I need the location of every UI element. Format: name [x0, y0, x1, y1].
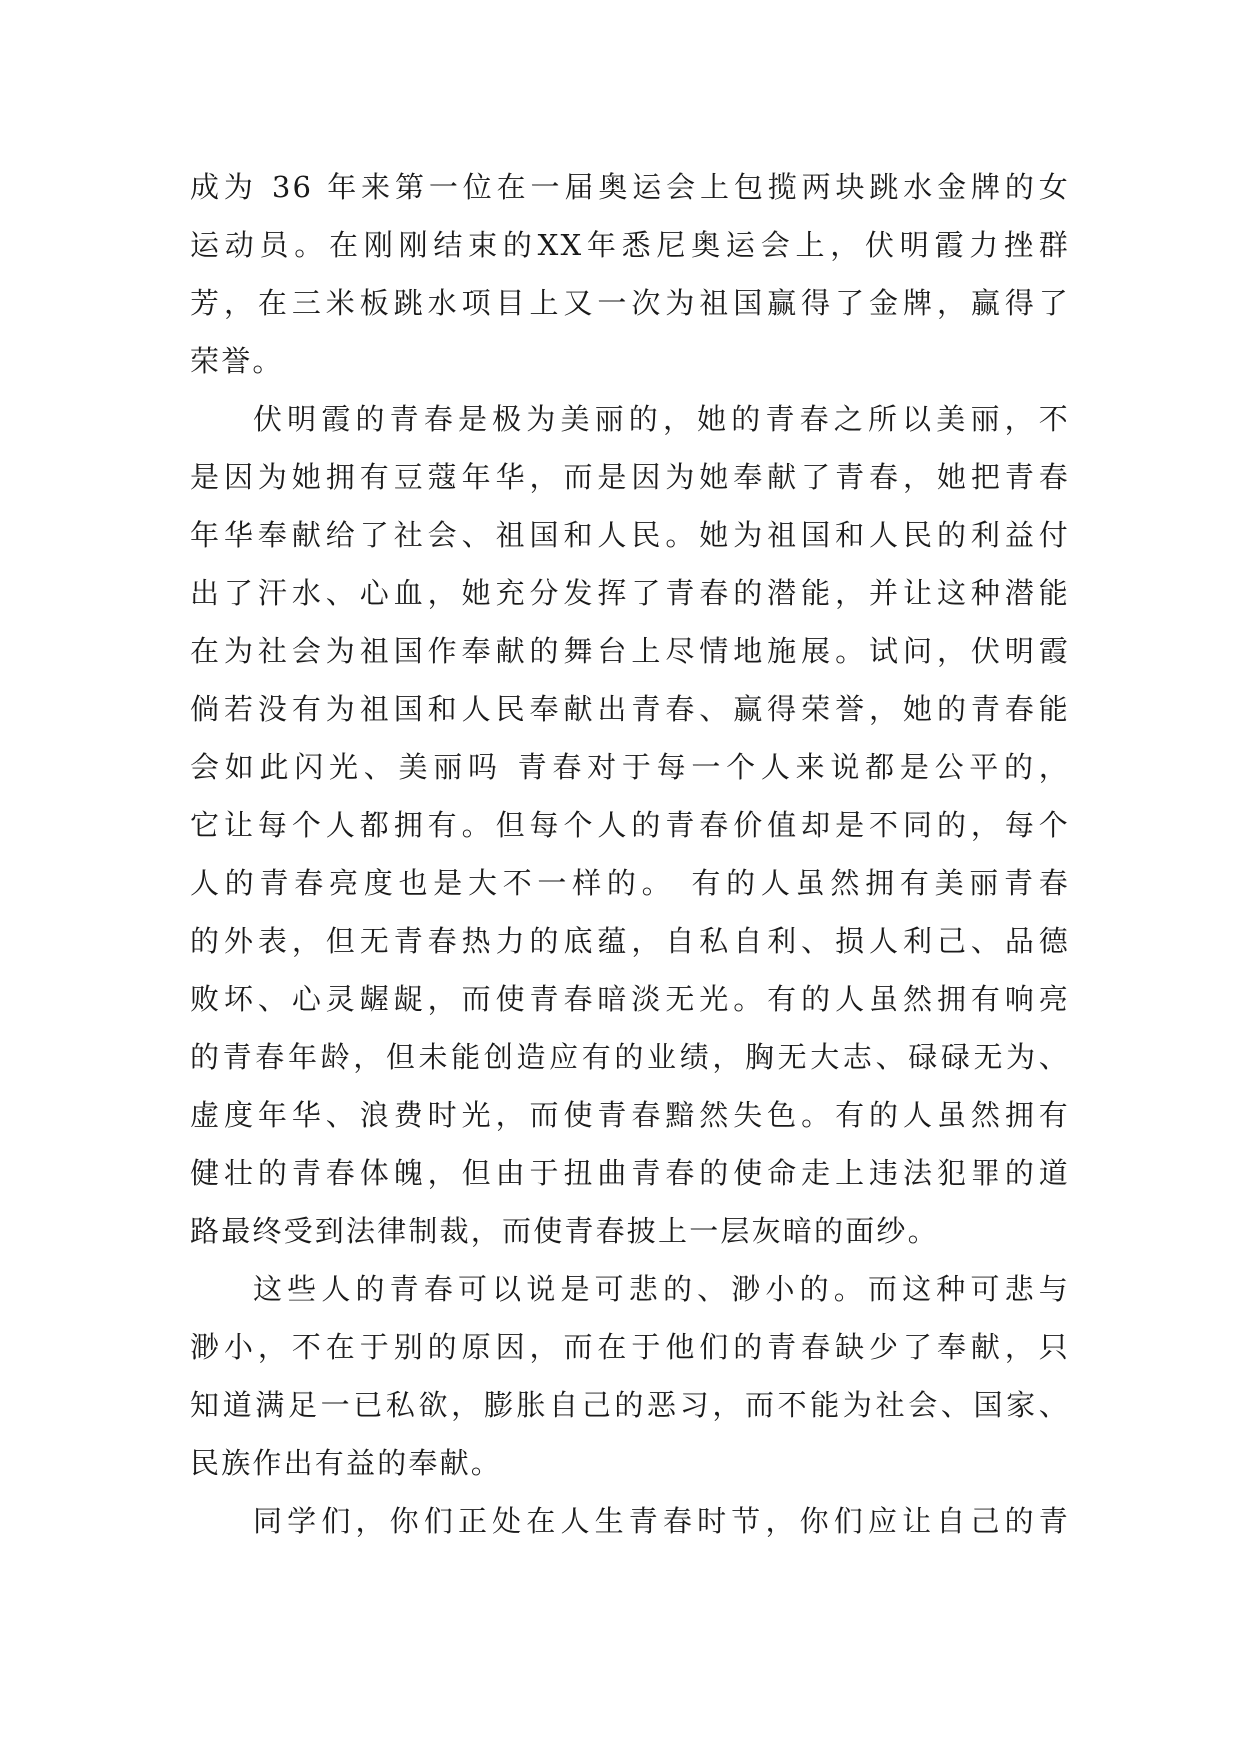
- text-line: 出了汗水、心血，她充分发挥了青春的潜能，并让这种潜能: [190, 576, 1070, 610]
- text-line: 的青春年龄，但未能创造应有的业绩，胸无大志、碌碌无为、: [190, 1040, 1070, 1074]
- text-line: 伏明霞的青春是极为美丽的，她的青春之所以美丽，不: [253, 402, 1070, 436]
- paragraph-1: [190, 158, 1070, 390]
- text-line: 这些人的青春可以说是可悲的、渺小的。而这种可悲与: [253, 1272, 1070, 1306]
- text-line: 败坏、心灵龌龊，而使青春暗淡无光。有的人虽然拥有响亮: [190, 982, 1070, 1016]
- text-line: 成为 36 年来第一位在一届奥运会上包揽两块跳水金牌的女: [190, 170, 1070, 204]
- paragraph-3: [190, 1260, 1070, 1492]
- text-line: 运动员。在刚刚结束的XX年悉尼奥运会上，伏明霞力挫群: [190, 228, 1070, 262]
- text-line: 芳，在三米板跳水项目上又一次为祖国赢得了金牌，赢得了: [190, 286, 1070, 320]
- paragraph-4: [190, 1492, 1070, 1550]
- text-line: 路最终受到法律制裁，而使青春披上一层灰暗的面纱。: [190, 1214, 939, 1248]
- text-line: 倘若没有为祖国和人民奉献出青春、赢得荣誉，她的青春能: [190, 692, 1070, 726]
- text-line: 同学们，你们正处在人生青春时节，你们应让自己的青: [253, 1504, 1070, 1538]
- text-line: 渺小，不在于别的原因，而在于他们的青春缺少了奉献，只: [190, 1330, 1070, 1364]
- text-line: 的外表，但无青春热力的底蕴，自私自利、损人利己、品德: [190, 924, 1070, 958]
- text-line: 人的青春亮度也是大不一样的。 有的人虽然拥有美丽青春: [190, 866, 1070, 900]
- text-line: 民族作出有益的奉献。: [190, 1446, 503, 1480]
- text-line: 在为社会为祖国作奉献的舞台上尽情地施展。试问，伏明霞: [190, 634, 1070, 668]
- text-line: 年华奉献给了社会、祖国和人民。她为祖国和人民的利益付: [190, 518, 1070, 552]
- document-body: [190, 158, 1070, 1550]
- text-line: 它让每个人都拥有。但每个人的青春价值却是不同的，每个: [190, 808, 1070, 842]
- text-line: 是因为她拥有豆蔻年华，而是因为她奉献了青春，她把青春: [190, 460, 1070, 494]
- text-line: 虚度年华、浪费时光，而使青春黯然失色。有的人虽然拥有: [190, 1098, 1070, 1132]
- text-line: 会如此闪光、美丽吗 青春对于每一个人来说都是公平的，: [190, 750, 1070, 784]
- text-line: 健壮的青春体魄，但由于扭曲青春的使命走上违法犯罪的道: [190, 1156, 1070, 1190]
- text-line: 荣誉。: [190, 344, 284, 378]
- text-line: 知道满足一已私欲，膨胀自己的恶习，而不能为社会、国家、: [190, 1388, 1070, 1422]
- paragraph-2: [190, 390, 1070, 1260]
